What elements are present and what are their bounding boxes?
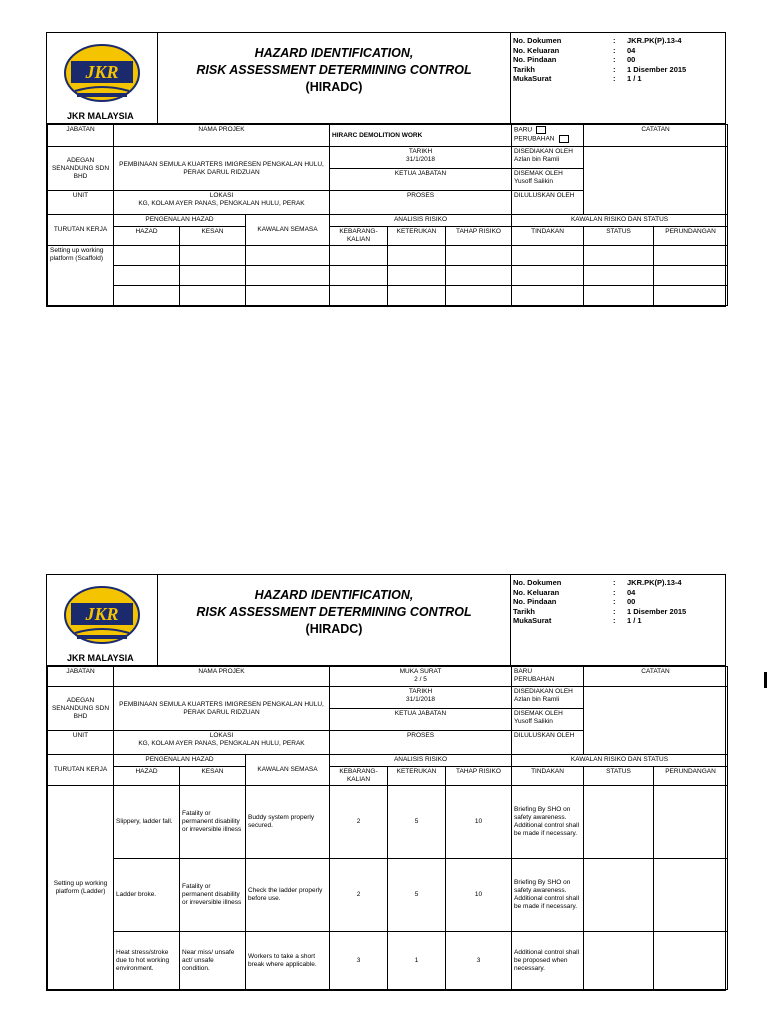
meta-colon: : — [613, 74, 616, 84]
pengenalan-hazad-label: PENGENALAN HAZAD — [114, 755, 246, 767]
perubahan-checkbox[interactable] — [559, 135, 569, 143]
logo-text: JKR — [85, 62, 119, 82]
meta-row — [513, 46, 725, 56]
table-cell — [330, 246, 388, 266]
meta-value: 1 / 1 — [627, 616, 642, 626]
hiradc-table-1 — [47, 124, 728, 306]
kesan-cell: Fatality or permanent disability or irreversible illness — [180, 786, 246, 859]
keterukan-header: KETERUKAN — [388, 227, 446, 246]
jabatan-value: ADEGAN SENANDUNG SDN BHD — [48, 687, 114, 731]
tahap-cell: 10 — [446, 859, 512, 932]
catatan-value — [584, 147, 728, 215]
perubahan-label: PERUBAHAN — [514, 676, 555, 683]
table-cell — [388, 266, 446, 286]
lokasi-cell — [114, 191, 330, 215]
table-cell — [330, 286, 388, 306]
tarikh-label: TARIKH — [408, 688, 433, 695]
hazad-cell: Ladder broke. — [114, 859, 180, 932]
tarikh-cell — [330, 687, 512, 709]
kawalan-cell: Check the ladder properly before use. — [246, 859, 330, 932]
form-header — [47, 33, 725, 124]
disemak-label: DISEMAK OLEH — [514, 170, 563, 177]
table-cell — [388, 286, 446, 306]
logo-cell — [47, 575, 158, 665]
meta-value: 1 Disember 2015 — [627, 606, 687, 616]
disediakan-label: DISEDIAKAN OLEH — [514, 148, 573, 155]
tarikh-cell — [330, 147, 512, 169]
table-cell — [584, 286, 654, 306]
hiradc-table-2 — [47, 666, 728, 990]
perubahan-label: PERUBAHAN — [514, 135, 555, 143]
hiradc-form-1 — [46, 32, 726, 307]
title-block — [158, 575, 511, 665]
hiradc-form-2 — [46, 574, 726, 991]
kebarangkalian-header: KEBARANG-KALIAN — [330, 767, 388, 786]
meta-colon: : — [613, 36, 616, 46]
proses-label: PROSES — [330, 191, 512, 215]
jkr-logo — [63, 585, 141, 647]
table-cell — [114, 246, 180, 266]
meta-colon: : — [613, 55, 616, 65]
kesan-header: KESAN — [180, 767, 246, 786]
status-cell — [584, 786, 654, 859]
page-edge-mark — [764, 672, 767, 688]
disediakan-cell — [512, 147, 584, 169]
keb-cell: 2 — [330, 859, 388, 932]
tahap-cell: 3 — [446, 932, 512, 990]
catatan-label: CATATAN — [584, 125, 728, 147]
perundangan-header: PERUNDANGAN — [654, 767, 728, 786]
tarikh-label: TARIKH — [408, 148, 433, 155]
meta-key: MukaSurat — [513, 616, 552, 626]
disediakan-value: Azlan bin Ramli — [514, 156, 560, 163]
form-header — [47, 575, 725, 666]
title-block — [158, 33, 511, 123]
meta-key: No. Dokumen — [513, 578, 562, 588]
title-line-2: RISK ASSESSMENT DETERMINING CONTROL — [196, 605, 472, 619]
tarikh-value: 31/1/2018 — [406, 156, 435, 163]
meta-row — [513, 597, 725, 607]
meta-key: MukaSurat — [513, 74, 552, 84]
table-row — [48, 859, 728, 932]
kebarangkalian-header: KEBARANG-KALIAN — [330, 227, 388, 246]
tindakan-header: TINDAKAN — [512, 227, 584, 246]
perundangan-cell — [654, 932, 728, 990]
hazad-header: HAZAD — [114, 767, 180, 786]
table-cell — [584, 246, 654, 266]
meta-colon: : — [613, 616, 616, 626]
meta-colon: : — [613, 597, 616, 607]
baru-perubahan — [512, 125, 584, 147]
baru-label: BARU — [514, 126, 533, 134]
table-cell — [654, 266, 728, 286]
disediakan-value: Azlan bin Ramli — [514, 696, 560, 703]
table-cell — [584, 266, 654, 286]
title-line-3: (HIRADC) — [305, 622, 363, 636]
kawalan-semasa-label: KAWALAN SEMASA — [246, 215, 330, 246]
meta-row — [513, 616, 725, 626]
table-cell — [246, 246, 330, 266]
table-cell — [654, 246, 728, 266]
disemak-value: Yusoff Salikin — [514, 718, 553, 725]
disemak-cell — [512, 709, 584, 731]
perundangan-cell — [654, 786, 728, 859]
catatan-value — [584, 687, 728, 755]
ket-cell: 5 — [388, 786, 446, 859]
projek-value: PEMBINAAN SEMULA KUARTERS IMIGRESEN PENGKALAN HULU, PERAK DARUL RIDZUAN — [114, 687, 330, 731]
org-name: JKR MALAYSIA — [67, 653, 134, 663]
ket-cell: 5 — [388, 859, 446, 932]
lokasi-label: LOKASI — [209, 192, 234, 199]
ket-cell: 1 — [388, 932, 446, 990]
tindakan-cell: Briefing By SHO on safety awareness. Additional control shall be made if necessary. — [512, 859, 584, 932]
nama-projek-label: NAMA PROJEK — [114, 125, 330, 147]
lokasi-label: LOKASI — [209, 732, 234, 739]
tindakan-cell: Briefing By SHO on safety awareness. Additional control shall be made if necessary. — [512, 786, 584, 859]
meta-row — [513, 36, 725, 46]
tindakan-cell: Additional control shall be proposed when necessary. — [512, 932, 584, 990]
meta-row — [513, 74, 725, 84]
kawalan-cell: Workers to take a short break where applicable. — [246, 932, 330, 990]
meta-row — [513, 55, 725, 65]
ketua-jabatan-label: KETUA JABATAN — [330, 169, 512, 191]
meta-row — [513, 578, 725, 588]
disediakan-label: DISEDIAKAN OLEH — [514, 688, 573, 695]
disemak-value: Yusoff Salikin — [514, 178, 553, 185]
tindakan-header: TINDAKAN — [512, 767, 584, 786]
analisis-risiko-label: ANALISIS RISIKO — [330, 755, 512, 767]
catatan-label: CATATAN — [584, 667, 728, 687]
meta-row — [513, 65, 725, 75]
ketua-jabatan-label: KETUA JABATAN — [330, 709, 512, 731]
table-cell — [446, 286, 512, 306]
unit-label: UNIT — [48, 731, 114, 755]
table-cell — [180, 286, 246, 306]
kawalan-risiko-label: KAWALAN RISIKO DAN STATUS — [512, 215, 728, 227]
meta-key: No. Keluaran — [513, 587, 560, 597]
table-cell — [388, 246, 446, 266]
status-header: STATUS — [584, 767, 654, 786]
kawalan-cell: Buddy system properly secured. — [246, 786, 330, 859]
jabatan-label: JABATAN — [48, 667, 114, 687]
table-cell — [512, 246, 584, 266]
muka-surat-label: MUKA SURAT — [399, 668, 442, 675]
keb-cell: 2 — [330, 786, 388, 859]
table-row — [48, 932, 728, 990]
document-meta — [511, 33, 725, 123]
disediakan-cell — [512, 687, 584, 709]
table-cell — [446, 266, 512, 286]
baru-checkbox[interactable] — [536, 126, 546, 134]
keb-cell: 3 — [330, 932, 388, 990]
turutan-kerja-label: TURUTAN KERJA — [48, 215, 114, 246]
kesan-header: KESAN — [180, 227, 246, 246]
perundangan-header: PERUNDANGAN — [654, 227, 728, 246]
jabatan-value: ADEGAN SENANDUNG SDN BHD — [48, 147, 114, 191]
turutan-kerja-label: TURUTAN KERJA — [48, 755, 114, 786]
title-line-3: (HIRADC) — [305, 80, 363, 94]
tahap-risiko-header: TAHAP RISIKO — [446, 767, 512, 786]
meta-colon: : — [613, 64, 616, 74]
tahap-cell: 10 — [446, 786, 512, 859]
status-cell — [584, 932, 654, 990]
table-cell — [446, 246, 512, 266]
title-line-2: RISK ASSESSMENT DETERMINING CONTROL — [196, 63, 472, 77]
title-line-1: HAZARD IDENTIFICATION, — [254, 588, 414, 602]
hazad-cell: Slippery, ladder fall. — [114, 786, 180, 859]
meta-value: JKR.PK(P).13-4 — [627, 578, 682, 588]
org-name: JKR MALAYSIA — [67, 111, 134, 121]
meta-value: 04 — [627, 45, 636, 55]
meta-colon: : — [613, 587, 616, 597]
lokasi-value: KG, KOLAM AYER PANAS, PENGKALAN HULU, PERAK — [138, 200, 305, 207]
title-line-1: HAZARD IDENTIFICATION, — [254, 46, 414, 60]
table-cell — [180, 266, 246, 286]
tahap-risiko-header: TAHAP RISIKO — [446, 227, 512, 246]
meta-key: No. Pindaan — [513, 55, 557, 65]
table-cell — [330, 266, 388, 286]
hazad-header: HAZAD — [114, 227, 180, 246]
meta-key: Tarikh — [513, 606, 535, 616]
table-cell — [246, 266, 330, 286]
proses-label: PROSES — [330, 731, 512, 755]
nama-projek-label: NAMA PROJEK — [114, 667, 330, 687]
hazad-cell: Heat stress/stroke due to hot working environment. — [114, 932, 180, 990]
status-header: STATUS — [584, 227, 654, 246]
disemak-cell — [512, 169, 584, 191]
table-cell — [512, 286, 584, 306]
meta-row — [513, 607, 725, 617]
lokasi-cell — [114, 731, 330, 755]
meta-value: 00 — [627, 55, 636, 65]
table-cell — [114, 266, 180, 286]
muka-surat-cell — [330, 667, 512, 687]
tarikh-value: 31/1/2018 — [406, 696, 435, 703]
baru-label: BARU — [514, 668, 533, 675]
table-cell — [654, 286, 728, 306]
table-row — [48, 786, 728, 859]
meta-value: 1 / 1 — [627, 74, 642, 84]
document-meta — [511, 575, 725, 665]
jabatan-label: JABATAN — [48, 125, 114, 147]
task-cell: Setting up working platform (Scaffold) — [48, 246, 114, 306]
table-cell — [512, 266, 584, 286]
kesan-cell: Fatality or permanent disability or irreversible illness — [180, 859, 246, 932]
pengenalan-hazad-label: PENGENALAN HAZAD — [114, 215, 246, 227]
meta-key: No. Dokumen — [513, 36, 562, 46]
meta-key: No. Pindaan — [513, 597, 557, 607]
meta-value: JKR.PK(P).13-4 — [627, 36, 682, 46]
analisis-risiko-label: ANALISIS RISIKO — [330, 215, 512, 227]
meta-value: 04 — [627, 587, 636, 597]
table-cell — [114, 286, 180, 306]
meta-colon: : — [613, 45, 616, 55]
meta-value: 1 Disember 2015 — [627, 64, 687, 74]
kesan-cell: Near miss/ unsafe act/ unsafe condition. — [180, 932, 246, 990]
kawalan-risiko-label: KAWALAN RISIKO DAN STATUS — [512, 755, 728, 767]
meta-colon: : — [613, 606, 616, 616]
keterukan-header: KETERUKAN — [388, 767, 446, 786]
perundangan-cell — [654, 859, 728, 932]
diluluskan-label: DILULUSKAN OLEH — [512, 731, 584, 755]
table-cell — [246, 286, 330, 306]
muka-surat-value: 2 / 5 — [414, 676, 427, 683]
table-cell — [180, 246, 246, 266]
lokasi-value: KG, KOLAM AYER PANAS, PENGKALAN HULU, PERAK — [138, 740, 305, 747]
projek-value: PEMBINAAN SEMULA KUARTERS IMIGRESEN PENGKALAN HULU, PERAK DARUL RIDZUAN — [114, 147, 330, 191]
meta-value: 00 — [627, 597, 636, 607]
kawalan-semasa-label: KAWALAN SEMASA — [246, 755, 330, 786]
unit-label: UNIT — [48, 191, 114, 215]
logo-text: JKR — [85, 604, 119, 624]
diluluskan-label: DILULUSKAN OLEH — [512, 191, 584, 215]
meta-key: Tarikh — [513, 64, 535, 74]
baru-perubahan — [512, 667, 584, 687]
jkr-logo — [63, 43, 141, 105]
task-cell: Setting up working platform (Ladder) — [48, 786, 114, 990]
work-label: HIRARC DEMOLITION WORK — [330, 125, 512, 147]
status-cell — [584, 859, 654, 932]
meta-colon: : — [613, 578, 616, 588]
disemak-label: DISEMAK OLEH — [514, 710, 563, 717]
meta-key: No. Keluaran — [513, 45, 560, 55]
meta-row — [513, 588, 725, 598]
logo-cell — [47, 33, 158, 123]
